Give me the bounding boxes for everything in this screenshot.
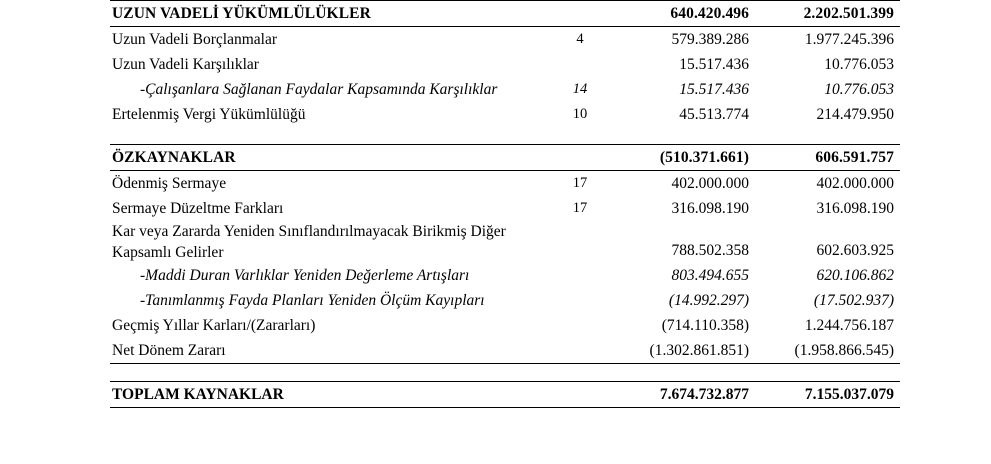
total-label: TOPLAM KAYNAKLAR bbox=[110, 382, 550, 408]
total-spacer bbox=[110, 364, 900, 382]
row-label: -Çalışanlara Sağlanan Faydalar Kapsamında Karşılıklar bbox=[140, 81, 498, 98]
section-spacer bbox=[110, 127, 900, 145]
table-row bbox=[110, 77, 900, 102]
row-value-prior: 620.106.862 bbox=[816, 267, 894, 284]
row-value-prior: 1.244.756.187 bbox=[804, 317, 894, 334]
total-value-prior: 7.155.037.079 bbox=[755, 382, 900, 408]
row-note: 17 bbox=[572, 175, 588, 191]
table-row bbox=[110, 338, 900, 364]
spacer-cell bbox=[550, 364, 610, 382]
row-value-current: 45.513.774 bbox=[679, 106, 749, 123]
row-value-current: 316.098.190 bbox=[671, 200, 749, 217]
row-note: 10 bbox=[572, 106, 588, 122]
table-row bbox=[110, 52, 900, 77]
row-value-prior: 10.776.053 bbox=[824, 56, 894, 73]
table-row bbox=[110, 221, 900, 263]
row-value-current: 15.517.436 bbox=[679, 56, 749, 73]
row-value-current: 402.000.000 bbox=[671, 175, 749, 192]
row-label: -Maddi Duran Varlıklar Yeniden Değerleme Artışları bbox=[140, 267, 470, 284]
row-value-current: (1.302.861.851) bbox=[610, 338, 755, 364]
spacer-cell bbox=[610, 364, 755, 382]
row-value-prior: (1.958.866.545) bbox=[755, 338, 900, 364]
row-value-prior: 10.776.053 bbox=[824, 81, 894, 98]
section-header-row bbox=[110, 145, 900, 171]
table-row bbox=[110, 313, 900, 338]
row-label: Sermaye Düzeltme Farkları bbox=[112, 200, 284, 217]
row-label: Net Dönem Zararı bbox=[110, 338, 550, 364]
table-row bbox=[110, 102, 900, 127]
row-label: Ertelenmiş Vergi Yükümlülüğü bbox=[112, 106, 306, 123]
row-note: 14 bbox=[572, 81, 588, 97]
row-value-current: 15.517.436 bbox=[679, 81, 749, 98]
row-value-prior: 316.098.190 bbox=[816, 200, 894, 217]
row-note bbox=[550, 263, 610, 288]
total-row bbox=[110, 382, 900, 408]
section-value2-equity: 606.591.757 bbox=[755, 145, 900, 171]
row-value-current: (714.110.358) bbox=[661, 317, 749, 334]
section-note-equity bbox=[550, 145, 610, 171]
spacer-cell bbox=[110, 127, 550, 145]
section-header-row bbox=[110, 1, 900, 27]
row-note: 17 bbox=[572, 200, 588, 216]
table-row bbox=[110, 288, 900, 313]
row-value-prior: 214.479.950 bbox=[816, 106, 894, 123]
row-note: 4 bbox=[576, 31, 584, 47]
row-value-prior: (17.502.937) bbox=[813, 292, 894, 309]
row-label: Kar veya Zararda Yeniden Sınıflandırılmayacak Birikmiş Diğer Kapsamlı Gelirler bbox=[112, 223, 506, 261]
row-note bbox=[550, 288, 610, 313]
spacer-cell bbox=[755, 127, 900, 145]
section-title-equity: ÖZKAYNAKLAR bbox=[110, 145, 550, 171]
section-value2-long-term-liabilities: 2.202.501.399 bbox=[755, 1, 900, 27]
row-label: Uzun Vadeli Borçlanmalar bbox=[112, 31, 277, 48]
section-title-long-term-liabilities: UZUN VADELİ YÜKÜMLÜLÜKLER bbox=[110, 1, 550, 27]
table-row bbox=[110, 263, 900, 288]
section-value1-long-term-liabilities: 640.420.496 bbox=[610, 1, 755, 27]
spacer-cell bbox=[755, 364, 900, 382]
row-label: Geçmiş Yıllar Karları/(Zararları) bbox=[112, 317, 316, 334]
row-note bbox=[550, 52, 610, 77]
row-value-prior: 602.603.925 bbox=[816, 242, 894, 259]
row-value-current: 788.502.358 bbox=[671, 242, 749, 259]
table-row bbox=[110, 27, 900, 53]
row-value-current: 803.494.655 bbox=[671, 267, 749, 284]
spacer-cell bbox=[550, 127, 610, 145]
row-label: Uzun Vadeli Karşılıklar bbox=[112, 56, 259, 73]
row-value-current: 579.389.286 bbox=[671, 31, 749, 48]
table-row bbox=[110, 196, 900, 221]
spacer-cell bbox=[610, 127, 755, 145]
row-value-prior: 1.977.245.396 bbox=[804, 31, 894, 48]
row-note bbox=[550, 338, 610, 364]
row-value-prior: 402.000.000 bbox=[816, 175, 894, 192]
total-value-current: 7.674.732.877 bbox=[610, 382, 755, 408]
row-note bbox=[550, 221, 610, 263]
row-label: Ödenmiş Sermaye bbox=[112, 175, 227, 192]
total-note bbox=[550, 382, 610, 408]
spacer-cell bbox=[110, 364, 550, 382]
table-row bbox=[110, 171, 900, 197]
row-note bbox=[550, 313, 610, 338]
balance-sheet-table bbox=[110, 0, 900, 408]
row-label: -Tanımlanmış Fayda Planları Yeniden Ölçüm Kayıpları bbox=[140, 292, 485, 309]
row-value-current: (14.992.297) bbox=[668, 292, 749, 309]
section-value1-equity: (510.371.661) bbox=[610, 145, 755, 171]
section-note-long-term-liabilities bbox=[550, 1, 610, 27]
